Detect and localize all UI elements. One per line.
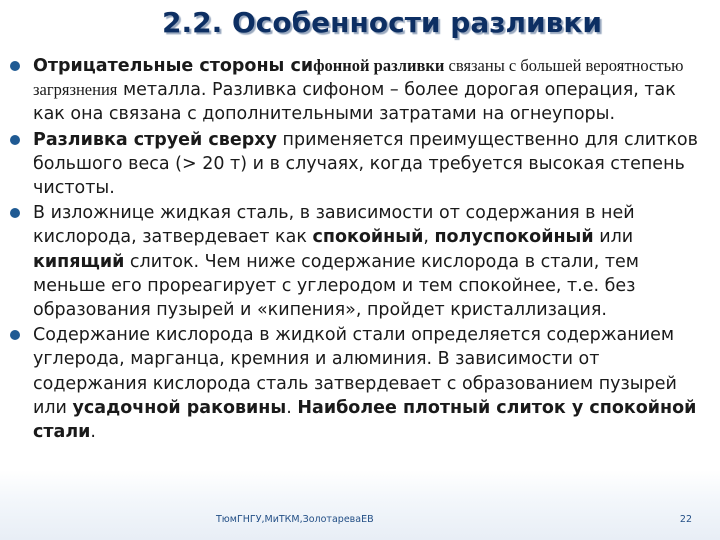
body-text: слиток. Чем ниже содержание кислорода в стали, тем меньше его прореагирует с углеродом и тем спокойнее, т.е. без образования пузырей и «кипения», пройдет кристаллизация.	[33, 251, 639, 321]
body-text: или	[593, 227, 634, 248]
bold-text: Отрицательные стороны си	[33, 56, 314, 76]
body-text: металла. Разливка сифоном – более дорогая операция, так как она связана с дополнительными затратами на огнеупоры.	[33, 80, 676, 125]
bold-text: полуспокойный	[434, 227, 594, 248]
bold-text: кипящий	[33, 251, 125, 272]
bullet-dot-icon	[10, 135, 20, 145]
bullet-item-3	[6, 201, 710, 322]
slide-title: 2.2. Особенности разливки	[162, 6, 602, 39]
body-text: .	[90, 422, 96, 443]
bold-text: Наиболее плотный слиток у спокойной стали	[33, 397, 697, 443]
slide-content	[6, 54, 710, 445]
bullet-dot-icon	[10, 208, 20, 218]
bold-text: усадочной раковины	[72, 397, 287, 418]
body-text: применяется преимущественно для слитков большого веса (> 20 т) и в случаях, когда требуется высокая степень чистоты.	[33, 129, 698, 199]
bold-text: Разливка струей сверху	[33, 129, 277, 150]
body-text: .	[286, 397, 298, 418]
bullet-item-2	[6, 128, 710, 201]
page-number: 22	[679, 514, 692, 525]
body-text: Содержание кислорода в жидкой стали определяется содержанием углерода, марганца, кремния и алюминия. В зависимости от содержания кислорода сталь затвердевает с образованием пузырей или	[33, 325, 677, 418]
footer-author: ТюмГНГУ,МиТКМ,ЗолотареваЕВ	[216, 514, 374, 525]
bullet-dot-icon	[10, 61, 20, 71]
bullet-item-1	[6, 54, 710, 127]
bold-text: спокойный	[312, 227, 424, 248]
body-text: ,	[423, 227, 435, 248]
bold-serif-text: фонной разливки	[313, 56, 445, 75]
bullet-item-4	[6, 323, 710, 444]
body-text: В изложнице жидкая сталь, в зависимости от содержания в ней кислорода, затвердевает как	[33, 203, 635, 248]
serif-text: связаны с большей вероятностью загрязнения	[33, 56, 684, 100]
bullet-dot-icon	[10, 330, 20, 340]
